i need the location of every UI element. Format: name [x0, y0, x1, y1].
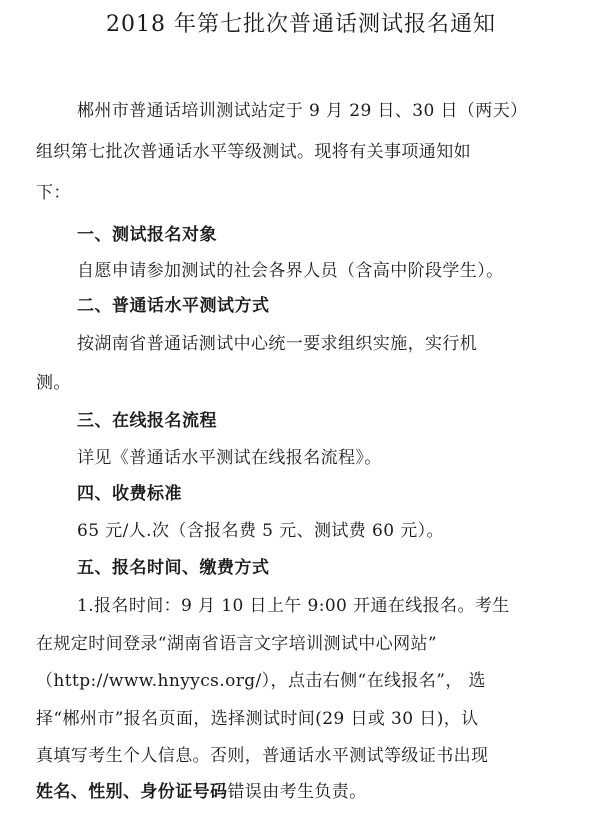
section-5-heading: 五、报名时间、缴费方式: [77, 558, 270, 578]
page-title: 2018 年第七批次普通话测试报名通知: [106, 12, 496, 37]
intro-line-2: 组织第七批次普通话水平等级测试。现将有关事项通知如: [36, 142, 471, 162]
section-5-line-5: 真填写考生个人信息。否则，普通话水平测试等级证书出现: [36, 746, 489, 766]
intro-line-3: 下：: [36, 183, 71, 203]
section-5-line-6: [36, 779, 367, 805]
section-3-heading: 三、在线报名流程: [77, 411, 217, 431]
section-1-heading: 一、测试报名对象: [77, 225, 217, 245]
section-1-line-1: 自愿申请参加测试的社会各界人员（含高中阶段学生）。: [77, 261, 504, 281]
section-5-line-2: 在规定时间登录“湖南省语言文字培训测试中心网站”: [36, 634, 437, 654]
section-5-line-1: 1.报名时间：9 月 10 日上午 9:00 开通在线报名。考生: [77, 596, 510, 616]
section-2-heading: 二、普通话水平测试方式: [77, 296, 270, 316]
section-4-heading: 四、收费标准: [77, 484, 182, 504]
section-5-line-6-rest: 错误由考生负责。: [227, 782, 367, 802]
section-5-line-3: （http://www.hnyycs.org/），点击右侧“在线报名”， 选: [36, 671, 486, 691]
section-5-line-4: 择“郴州市”报名页面，选择测试时间(29 日或 30 日)，认: [36, 709, 479, 729]
emphasis-required-fields: 姓名、性别、身份证号码: [36, 782, 228, 802]
section-2-line-2: 测。: [36, 373, 71, 393]
intro-line-1: 郴州市普通话培训测试站定于 9 月 29 日、30 日（两天）: [77, 101, 528, 121]
section-3-line-1: 详见《普通话水平测试在线报名流程》。: [77, 448, 382, 468]
section-4-line-1: 65 元/人.次（含报名费 5 元、测试费 60 元）。: [77, 521, 444, 541]
section-2-line-1: 按湖南省普通话测试中心统一要求组织实施，实行机: [77, 334, 478, 354]
